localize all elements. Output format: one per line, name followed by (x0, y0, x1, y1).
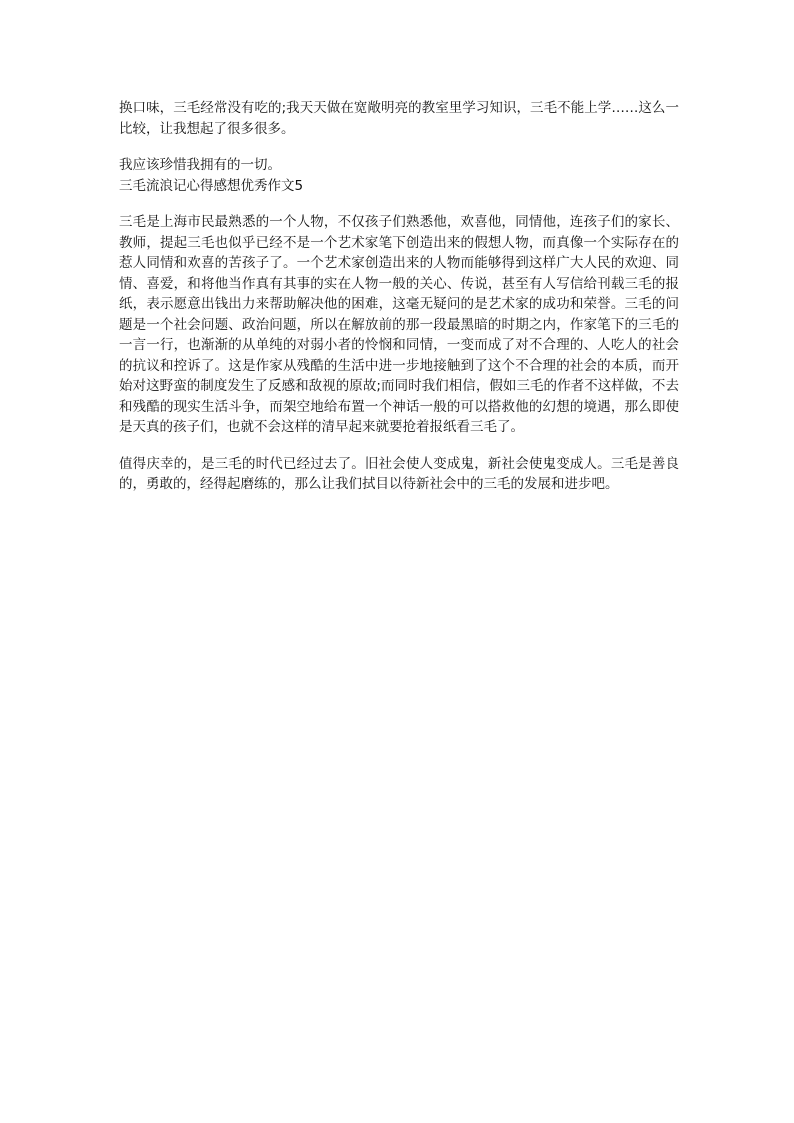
paragraph-conclusion: 值得庆幸的，是三毛的时代已经过去了。旧社会使人变成鬼，新社会使鬼变成人。三毛是善良的，勇敢的，经得起磨练的，那么让我们拭目以待新社会中的三毛的发展和进步吧。 (119, 455, 679, 492)
paragraph-cherish: 我应该珍惜我拥有的一切。 (119, 157, 281, 173)
paragraph-essay-body: 三毛是上海市民最熟悉的一个人物，不仅孩子们熟悉他，欢喜他，同情他，连孩子们的家长、教师，提起三毛也似乎已经不是一个艺术家笔下创造出来的假想人物，而真像一个实际存在的惹人同情和欢喜的苦孩子了。一个艺术家创造出来的人物而能够得到这样广大人民的欢迎、同情、喜爱，和将他当作真有其事的实在人物一般的关心、传说，甚至有人写信给刊载三毛的报纸，表示愿意出钱出力来帮助解决他的困难，这毫无疑问的是艺术家的成功和荣誉。三毛的问题是一个社会问题、政治问题，所以在解放前的那一段最黑暗的时期之内，作家笔下的三毛的一言一行，也渐渐的从单纯的对弱小者的怜悯和同情，一变而成了对不合理的、人吃人的社会的抗议和控诉了。这是作家从残酷的生活中进一步地接触到了这个不合理的社会的本质，而开始对这野蛮的制度发生了反感和敌视的原故;而同时我们相信，假如三毛的作者不这样做，不去和残酷的现实生活斗争，而架空地给布置一个神话一般的可以搭救他的幻想的境遇，那么即使是天真的孩子们，也就不会这样的清早起来就要抢着报纸看三毛了。 (119, 214, 679, 435)
paragraph-intro: 换口味，三毛经常没有吃的;我天天做在宽敞明亮的教室里学习知识，三毛不能上学……这么一比较，让我想起了很多很多。 (119, 100, 679, 137)
document-page (119, 98, 679, 495)
section-heading: 三毛流浪记心得感想优秀作文5 (119, 177, 304, 194)
